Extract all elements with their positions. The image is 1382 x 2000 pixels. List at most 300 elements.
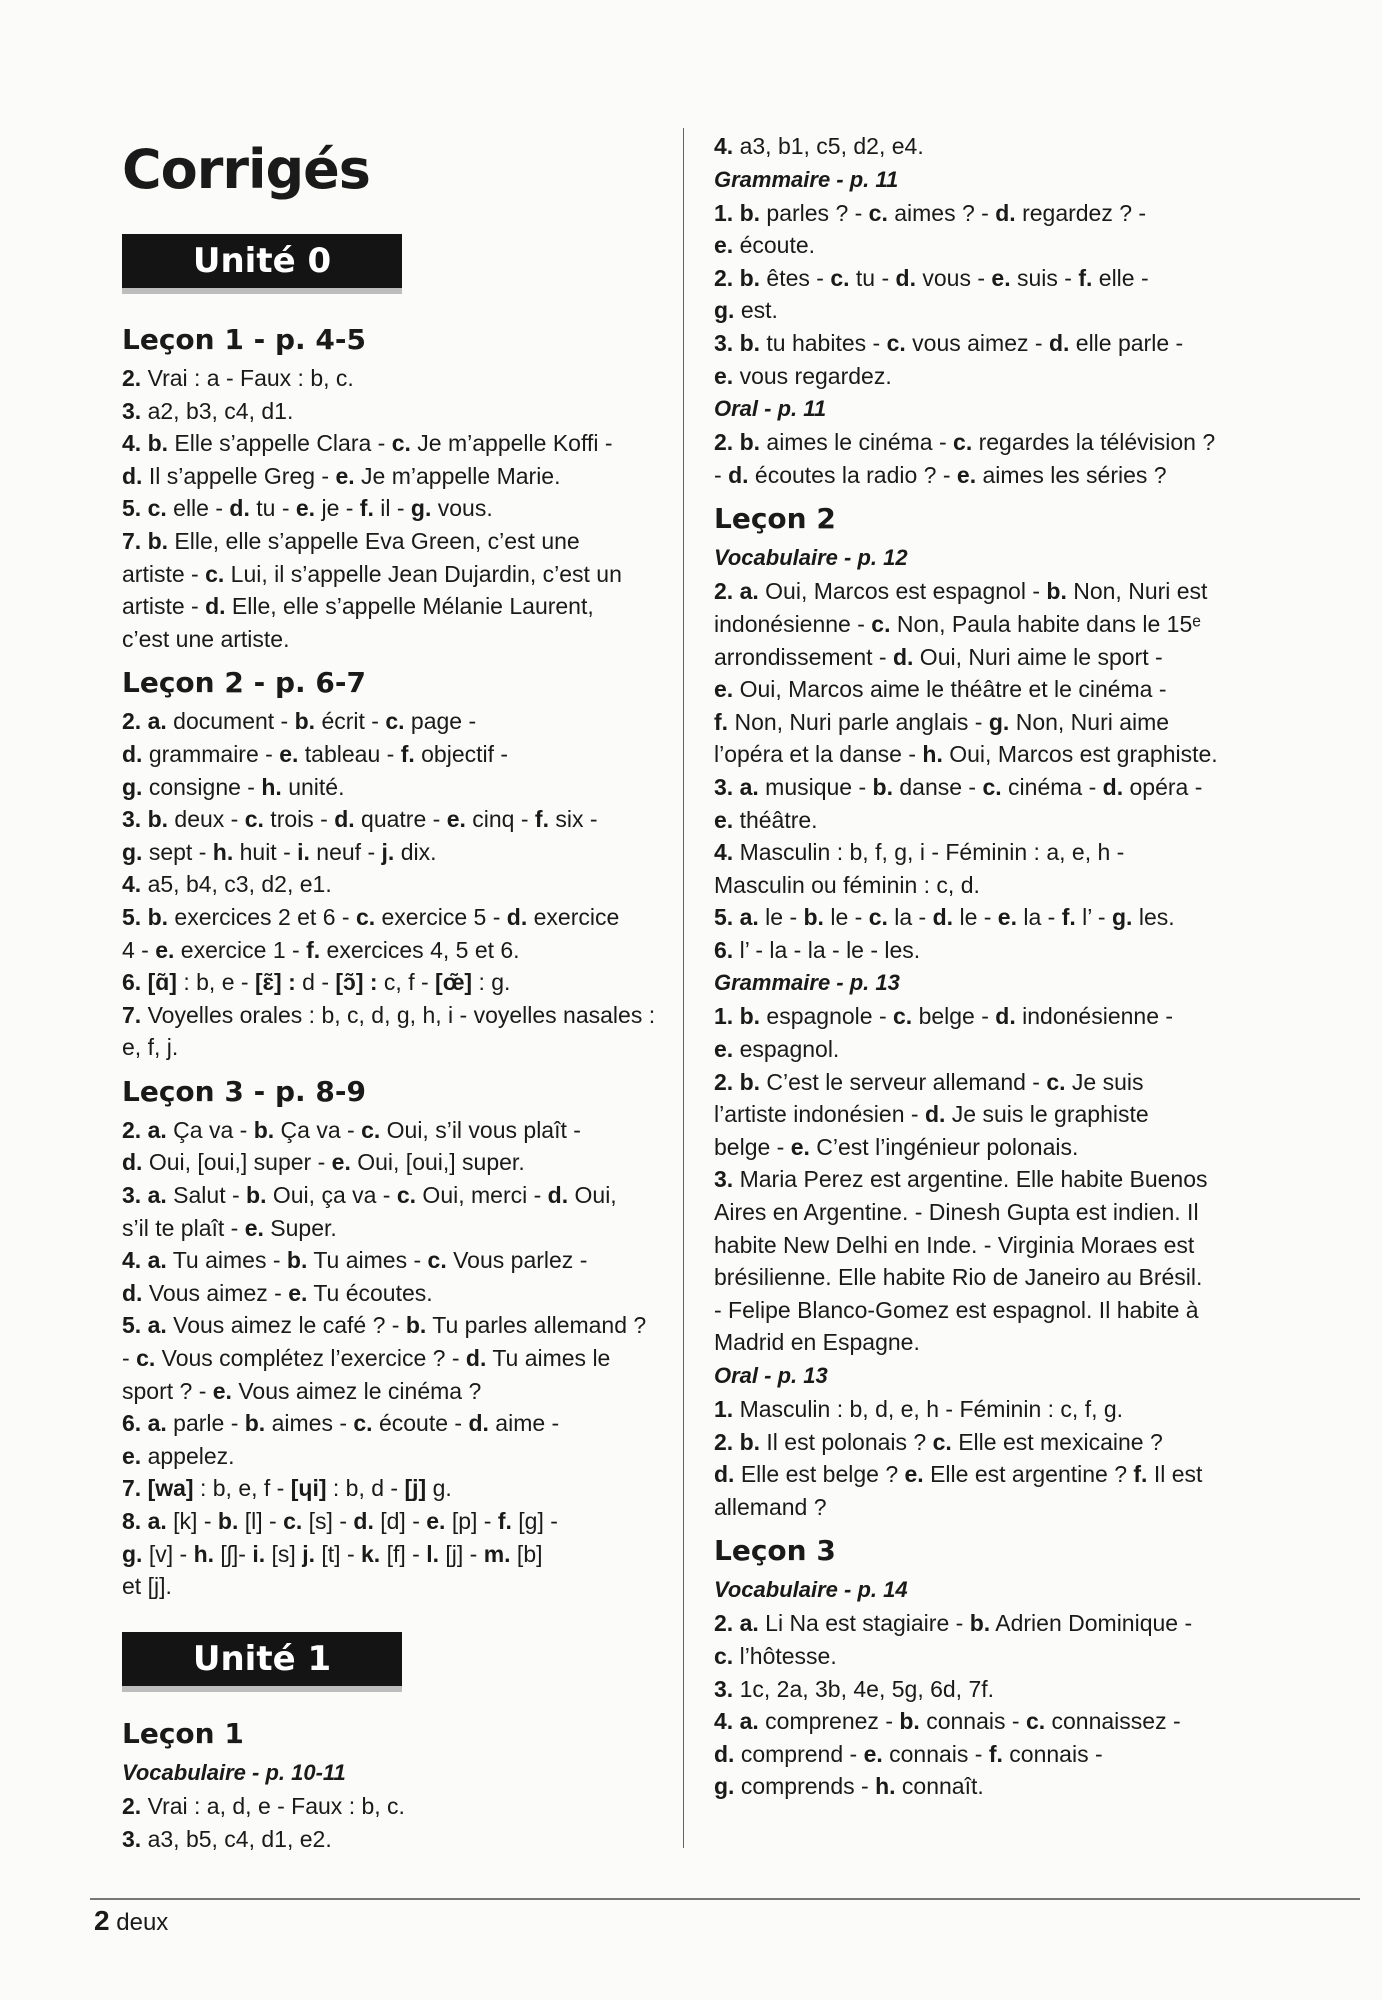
answer-marker: e. xyxy=(714,806,734,833)
answer-marker: c. xyxy=(932,1428,952,1455)
answer-text: [f] - xyxy=(380,1540,427,1567)
answer-text: la - xyxy=(1016,904,1062,931)
answer-marker: d. xyxy=(334,806,355,833)
answer-text: [t] - xyxy=(315,1540,361,1567)
answer-marker: 1. b. xyxy=(714,1003,761,1030)
answer-marker: 4. xyxy=(714,839,734,866)
answer-text: écoutes la radio ? - xyxy=(748,461,957,488)
answer-text: écrit - xyxy=(315,708,386,735)
answer-text: [s] - xyxy=(302,1508,354,1534)
answer-marker: i. xyxy=(252,1540,266,1567)
answer-text: c, f - xyxy=(377,969,436,996)
vocabulaire-p12-answers xyxy=(714,575,1274,966)
answer-marker: d. xyxy=(1048,329,1070,356)
answer-text: deux - xyxy=(168,806,245,833)
lecon-1-title: Leçon 1 - p. 4-5 xyxy=(122,323,366,356)
answer-text: danse - xyxy=(892,773,983,800)
answer-line xyxy=(714,1770,1274,1803)
answer-marker: g. xyxy=(122,1540,143,1567)
answer-text: dix. xyxy=(394,838,437,865)
answer-text: Elle, elle s’appelle Eva Green, c’est une xyxy=(168,527,580,554)
answer-line xyxy=(122,738,667,771)
answer-marker: c. xyxy=(893,1003,913,1030)
answer-text: Aires en Argentine. - Dinesh Gupta est indien. Il xyxy=(714,1199,1199,1226)
answer-text: tu - xyxy=(849,264,896,291)
answer-marker: b. xyxy=(246,1182,267,1209)
answer-marker: d. xyxy=(506,903,528,930)
answer-text: c’est une artiste. xyxy=(122,625,290,652)
answer-text: aimes - xyxy=(265,1410,354,1437)
page-number: 2 xyxy=(94,1905,110,1936)
answer-marker: [œ̃] xyxy=(435,969,473,996)
answer-text: Oui, Marcos est graphiste. xyxy=(942,741,1218,768)
answer-text: regardes la télévision ? xyxy=(972,429,1216,456)
answer-marker: f. xyxy=(359,495,374,522)
answer-marker: b. xyxy=(1046,578,1067,605)
answer-line xyxy=(714,575,1274,608)
answer-text: habite New Delhi en Inde. - Virginia Moraes est xyxy=(714,1231,1195,1258)
answer-line xyxy=(122,1309,667,1342)
answer-marker: e. xyxy=(997,904,1017,931)
answer-marker: c. xyxy=(353,1410,373,1437)
answer-line xyxy=(714,1491,1274,1524)
answer-marker: g. xyxy=(988,708,1010,735)
answer-text: : b, d - xyxy=(326,1475,405,1502)
answer-text: Oui, ça va - xyxy=(266,1182,397,1209)
answer-line xyxy=(122,1146,667,1179)
answer-text: et [j]. xyxy=(122,1573,172,1600)
answer-text: Il est polonais ? xyxy=(760,1428,933,1455)
answer-marker: g. xyxy=(122,838,143,865)
answer-text: le - xyxy=(823,904,869,931)
answer-line xyxy=(714,706,1274,739)
answer-marker: 2. a. xyxy=(122,1116,167,1143)
answer-line xyxy=(714,130,1274,163)
answer-text: Oui, [oui,] super. xyxy=(350,1149,525,1176)
right-column xyxy=(714,130,1274,1803)
answer-line xyxy=(714,262,1274,295)
answer-text: musique - xyxy=(758,773,873,800)
answer-marker: e. xyxy=(446,806,466,833)
answer-marker: c. xyxy=(1046,1068,1066,1095)
answer-marker: d. xyxy=(714,1740,735,1767)
answer-text: Li Na est stagiaire - xyxy=(758,1610,970,1637)
answer-marker: c. xyxy=(868,199,888,226)
answer-line xyxy=(714,673,1274,706)
answer-text: trois - xyxy=(263,806,335,833)
answer-text: Je suis le graphiste xyxy=(945,1101,1149,1128)
answer-text: connais - xyxy=(919,1708,1026,1735)
answer-line xyxy=(122,934,667,967)
vocabulaire-p12: Vocabulaire - p. 12 xyxy=(714,545,908,571)
answer-text: : b, e - xyxy=(176,969,255,996)
answer-marker: d. xyxy=(465,1345,487,1372)
answer-text: indonésienne - xyxy=(1015,1003,1174,1030)
answer-marker: d. xyxy=(895,264,916,291)
answer-text: neuf - xyxy=(309,838,382,865)
answer-text: l’opéra et la danse - xyxy=(714,741,923,768)
answer-marker: b. xyxy=(803,904,824,931)
answer-line xyxy=(714,1163,1274,1196)
answer-marker: e. xyxy=(714,676,734,703)
answer-text: Oui, Marcos est espagnol - xyxy=(758,578,1047,605)
answer-marker: c. xyxy=(427,1247,447,1274)
lecon-3-title: Leçon 3 - p. 8-9 xyxy=(122,1074,366,1108)
answer-line xyxy=(122,492,667,525)
grammaire-p11: Grammaire - p. 11 xyxy=(714,166,899,192)
answer-line xyxy=(122,1790,667,1823)
answer-text: Madrid en Espagne. xyxy=(714,1329,920,1356)
answer-text: Masculin : b, f, g, i - Féminin : a, e, h - xyxy=(733,839,1125,866)
answer-marker: 5. a. xyxy=(714,904,759,931)
answer-marker: 2. a. xyxy=(714,1610,759,1637)
answer-line xyxy=(714,804,1274,837)
answer-marker: e. xyxy=(991,264,1011,291)
answer-text: espagnol. xyxy=(733,1036,840,1063)
answer-marker: c. xyxy=(244,806,264,833)
answer-marker: e. xyxy=(426,1508,446,1534)
answer-line xyxy=(714,1640,1274,1673)
answer-text: Elle s’appelle Clara - xyxy=(168,430,392,457)
answer-marker: b. xyxy=(872,773,893,800)
answer-marker: f. xyxy=(534,806,549,833)
answer-text: Vous aimez - xyxy=(142,1279,289,1306)
answer-marker: f. xyxy=(1078,264,1093,291)
answer-marker: m. xyxy=(483,1540,511,1567)
answer-marker: 6. xyxy=(714,936,734,963)
answer-marker: 3. xyxy=(714,1166,734,1193)
answer-text: Oui, xyxy=(568,1182,617,1209)
answer-marker: d. xyxy=(995,1003,1016,1030)
answer-text: aimes le cinéma - xyxy=(760,429,954,456)
answer-text: Vrai : a, d, e - Faux : b, c. xyxy=(141,1793,405,1819)
answer-text: aime - xyxy=(488,1410,560,1437)
answer-text: sport ? - xyxy=(122,1377,213,1404)
answer-marker: b. xyxy=(286,1247,308,1274)
answer-text: Oui, merci - xyxy=(416,1182,548,1209)
answer-text: belge - xyxy=(714,1133,791,1160)
answer-marker: j. xyxy=(302,1540,315,1567)
answer-marker: 7. b. xyxy=(122,527,169,554)
answer-text: - xyxy=(714,461,729,488)
answer-marker: d. xyxy=(892,643,914,670)
answer-marker: c. xyxy=(953,429,973,456)
answer-text: s’il te plaît - xyxy=(122,1214,245,1241)
answer-text: arrondissement - xyxy=(714,643,893,670)
answer-text: elle - xyxy=(1092,264,1149,291)
answer-text: cinéma - xyxy=(1001,773,1103,800)
page-title: Corrigés xyxy=(122,138,370,201)
answer-text: belge - xyxy=(912,1003,996,1030)
answer-marker: f. xyxy=(306,936,321,963)
answer-line xyxy=(122,1244,667,1277)
answer-text: le - xyxy=(758,904,804,931)
answer-line xyxy=(122,1472,667,1505)
answer-text: Je m’appelle Koffi - xyxy=(410,430,613,457)
answer-text: Vous complétez l’exercice ? - xyxy=(155,1345,466,1372)
answer-line xyxy=(122,460,667,493)
answer-marker: 2. b. xyxy=(714,1428,761,1455)
answer-marker: c. xyxy=(886,329,906,356)
answer-marker: d. xyxy=(468,1410,489,1437)
answer-marker: h. xyxy=(212,838,234,865)
answer-line xyxy=(714,771,1274,804)
answer-line xyxy=(122,868,667,901)
lecon-2-title: Leçon 2 - p. 6-7 xyxy=(122,666,366,700)
answer-marker: 4. xyxy=(122,871,142,898)
answer-marker: e. xyxy=(904,1461,924,1488)
left-column-u1 xyxy=(122,1712,667,1855)
answer-marker: d. xyxy=(229,495,250,522)
answer-line xyxy=(714,901,1274,934)
oral-p11-answers xyxy=(714,426,1274,491)
lecon-2-right-title: Leçon 2 xyxy=(714,502,836,536)
answer-marker: e. xyxy=(155,936,175,963)
answer-text: comprend - xyxy=(734,1740,864,1767)
answer-line xyxy=(122,1342,667,1375)
answer-line xyxy=(122,1823,667,1856)
answer-marker: 4. b. xyxy=(122,430,169,457)
vocab-continued xyxy=(714,130,1274,163)
answer-text: écoute. xyxy=(733,232,816,259)
answer-marker: 1. b. xyxy=(714,199,761,226)
answer-line xyxy=(714,1066,1274,1099)
answer-line xyxy=(714,1458,1274,1491)
answer-text: exercice 1 - xyxy=(174,936,307,963)
grammaire-p11-answers xyxy=(714,197,1274,393)
answer-marker: e. xyxy=(863,1740,883,1767)
answer-marker: c. xyxy=(391,430,411,457)
answer-marker: g. xyxy=(1111,904,1133,931)
answer-line xyxy=(714,836,1274,869)
answer-text: exercice 5 - xyxy=(375,903,507,930)
answer-marker: d. xyxy=(122,1279,143,1306)
answer-text: Vous parlez - xyxy=(446,1247,588,1274)
answer-marker: 3. xyxy=(122,1825,142,1852)
answer-text: unité. xyxy=(281,773,345,800)
answer-line xyxy=(122,999,667,1032)
answer-text: quatre - xyxy=(354,806,447,833)
answer-line xyxy=(714,1426,1274,1459)
answer-marker: e. xyxy=(279,740,299,767)
answer-text: Oui, Nuri aime le sport - xyxy=(913,643,1163,670)
answer-text: tu - xyxy=(249,495,296,522)
answer-line xyxy=(714,608,1274,641)
answer-text: exercices 4, 5 et 6. xyxy=(320,936,520,963)
answer-marker: 4. a. xyxy=(714,1708,759,1735)
answer-text: huit - xyxy=(233,838,298,865)
answer-text: Elle est belge ? xyxy=(734,1461,905,1488)
answer-text: connaît. xyxy=(895,1773,984,1800)
answer-line xyxy=(122,1407,667,1440)
answer-marker: [ɛ̃] : xyxy=(254,969,296,996)
answer-marker: d. xyxy=(728,461,749,488)
answer-line xyxy=(714,1196,1274,1229)
answer-marker: c. xyxy=(868,904,888,931)
unit-0-banner: Unité 0 xyxy=(122,234,402,288)
answer-line xyxy=(122,1179,667,1212)
answer-marker: d. xyxy=(205,593,226,620)
answer-text: cinq - xyxy=(465,806,535,833)
answer-text: a2, b3, c4, d1. xyxy=(141,397,294,424)
answer-line xyxy=(122,1440,667,1473)
u1-lecon-1-answers xyxy=(122,1790,667,1855)
answer-marker: 6. [ɑ̃] xyxy=(122,969,177,996)
answer-text: : g. xyxy=(472,969,511,996)
answer-text: [s] xyxy=(265,1540,303,1567)
answer-text: la - xyxy=(887,904,933,931)
answer-marker: e. xyxy=(212,1377,232,1404)
answer-marker: h. xyxy=(193,1540,215,1567)
answer-marker: d. xyxy=(932,904,954,931)
answer-text: C’est l’ingénieur polonais. xyxy=(809,1133,1079,1160)
oral-p13: Oral - p. 13 xyxy=(714,1363,828,1388)
page-footer xyxy=(94,1905,168,1937)
grammaire-p13-answers xyxy=(714,1000,1274,1359)
answer-marker: e. xyxy=(244,1214,264,1241)
answer-text: suis - xyxy=(1010,264,1079,291)
answer-text: je - xyxy=(315,495,360,522)
answer-marker: 3. b. xyxy=(714,329,761,356)
answer-line xyxy=(714,229,1274,262)
answer-text: : b, e, f - xyxy=(193,1475,291,1502)
answer-line xyxy=(122,1375,667,1408)
answer-marker: 5. b. xyxy=(122,903,169,930)
answer-text: Elle, elle s’appelle Mélanie Laurent, xyxy=(225,593,594,620)
answer-text: six - xyxy=(548,806,598,833)
answer-marker: d. xyxy=(353,1508,374,1534)
answer-text: artiste - xyxy=(122,593,206,620)
answer-marker: c. xyxy=(871,610,891,637)
answer-line xyxy=(714,1098,1274,1131)
answer-marker: b. xyxy=(244,1410,266,1437)
vocabulaire-p10-11: Vocabulaire - p. 10-11 xyxy=(122,1760,346,1785)
answer-text: Tu aimes le xyxy=(486,1345,611,1372)
answer-text: indonésienne - xyxy=(714,610,872,637)
answer-marker: e. xyxy=(714,1036,734,1063)
answer-line xyxy=(714,1607,1274,1640)
answer-text: Salut - xyxy=(166,1182,247,1209)
answer-line xyxy=(714,197,1274,230)
answer-line xyxy=(122,966,667,999)
answer-marker: g. xyxy=(122,773,143,800)
answer-marker: e. xyxy=(295,495,316,522)
answer-text: tu habites - xyxy=(760,329,887,356)
answer-text: Maria Perez est argentine. Elle habite Buenos xyxy=(733,1166,1208,1193)
answer-line xyxy=(122,1031,667,1064)
lecon-1-answers xyxy=(122,362,667,655)
answer-marker: f. xyxy=(714,708,729,735)
answer-marker: c. xyxy=(361,1116,381,1143)
lecon-3-right-title: Leçon 3 xyxy=(714,1534,836,1568)
answer-marker: d. xyxy=(122,740,143,767)
answer-text: l’ - xyxy=(1075,904,1112,931)
page-number-word: deux xyxy=(116,1909,169,1936)
answer-marker: 2. b. xyxy=(714,264,761,291)
answer-text: Je suis xyxy=(1065,1068,1144,1095)
answer-line xyxy=(122,1505,667,1538)
answer-marker: 6. a. xyxy=(122,1410,167,1437)
answer-line xyxy=(122,771,667,804)
answer-text: vous aimez - xyxy=(905,329,1049,356)
answer-text: tableau - xyxy=(298,740,401,767)
answer-marker: e. xyxy=(714,232,734,259)
answer-marker: b. xyxy=(899,1708,920,1735)
answer-text: Non, Nuri aime xyxy=(1009,708,1170,735)
answer-text: Oui, [oui,] super - xyxy=(142,1149,332,1176)
answer-line xyxy=(714,641,1274,674)
answer-text: page - xyxy=(404,708,477,735)
answer-text: e, f, j. xyxy=(122,1034,179,1061)
answer-marker: e. xyxy=(790,1133,810,1160)
answer-text: 4 - xyxy=(122,936,156,963)
answer-text: exercices 2 et 6 - xyxy=(168,903,356,930)
answer-text: Vous aimez le cinéma ? xyxy=(231,1377,482,1404)
answer-text: parles ? - xyxy=(760,199,869,226)
answer-text: a3, b1, c5, d2, e4. xyxy=(733,133,924,159)
answer-line xyxy=(122,1570,667,1603)
answer-line xyxy=(714,294,1274,327)
footer-rule xyxy=(90,1898,1360,1900)
left-column-u0 xyxy=(122,318,667,1603)
answer-text: il - xyxy=(373,495,411,522)
answer-text: regardez ? - xyxy=(1015,199,1147,226)
lecon-2-answers xyxy=(122,705,667,1064)
answer-marker: i. xyxy=(297,838,310,865)
answer-text: g. xyxy=(426,1475,452,1502)
answer-text: Il s’appelle Greg - xyxy=(142,462,336,489)
answer-text: connais - xyxy=(1002,1740,1103,1767)
answer-marker: 8. a. xyxy=(122,1508,167,1534)
answer-marker: b. xyxy=(969,1610,991,1637)
answer-marker: a. xyxy=(147,708,167,735)
answer-text: théâtre. xyxy=(733,806,818,833)
answer-marker: l. xyxy=(426,1540,439,1567)
answer-text: Non, Nuri parle anglais - xyxy=(728,708,989,735)
answer-text: vous regardez. xyxy=(733,362,892,389)
answer-text: Lui, il s’appelle Jean Dujardin, c’est un xyxy=(224,560,622,587)
answer-text: Elle est argentine ? xyxy=(923,1461,1134,1488)
answer-text: consigne - xyxy=(142,773,262,800)
answer-text: les. xyxy=(1132,904,1175,931)
answer-marker: 4. xyxy=(714,133,734,159)
answer-marker: 4. a. xyxy=(122,1247,167,1274)
answer-text: êtes - xyxy=(760,264,831,291)
answer-text: écoute - xyxy=(372,1410,469,1437)
answer-text: Non, Nuri est xyxy=(1066,578,1208,605)
answer-line xyxy=(714,1738,1274,1771)
answer-line xyxy=(122,901,667,934)
answer-text: Ça va - xyxy=(274,1116,362,1143)
answer-text: Adrien Dominique - xyxy=(990,1610,1193,1637)
answer-text: l’hôtesse. xyxy=(733,1642,837,1669)
answer-marker: f. xyxy=(1061,904,1076,931)
answer-marker: k. xyxy=(361,1540,381,1567)
answer-marker: [ɔ̃] : xyxy=(335,969,378,996)
answer-line xyxy=(714,459,1274,492)
answer-text: brésilienne. Elle habite Rio de Janeiro au Brésil. xyxy=(714,1264,1203,1291)
answer-marker: f. xyxy=(988,1740,1003,1767)
answer-marker: d. xyxy=(924,1101,946,1128)
answer-text: d - xyxy=(295,969,336,996)
vocabulaire-p14-answers xyxy=(714,1607,1274,1803)
answer-marker: d. xyxy=(995,199,1016,226)
answer-text: allemand ? xyxy=(714,1493,827,1520)
answer-marker: f. xyxy=(400,740,415,767)
answer-text: aimes ? - xyxy=(887,199,996,226)
answer-line xyxy=(714,1261,1274,1294)
answer-text: sept - xyxy=(142,838,213,865)
